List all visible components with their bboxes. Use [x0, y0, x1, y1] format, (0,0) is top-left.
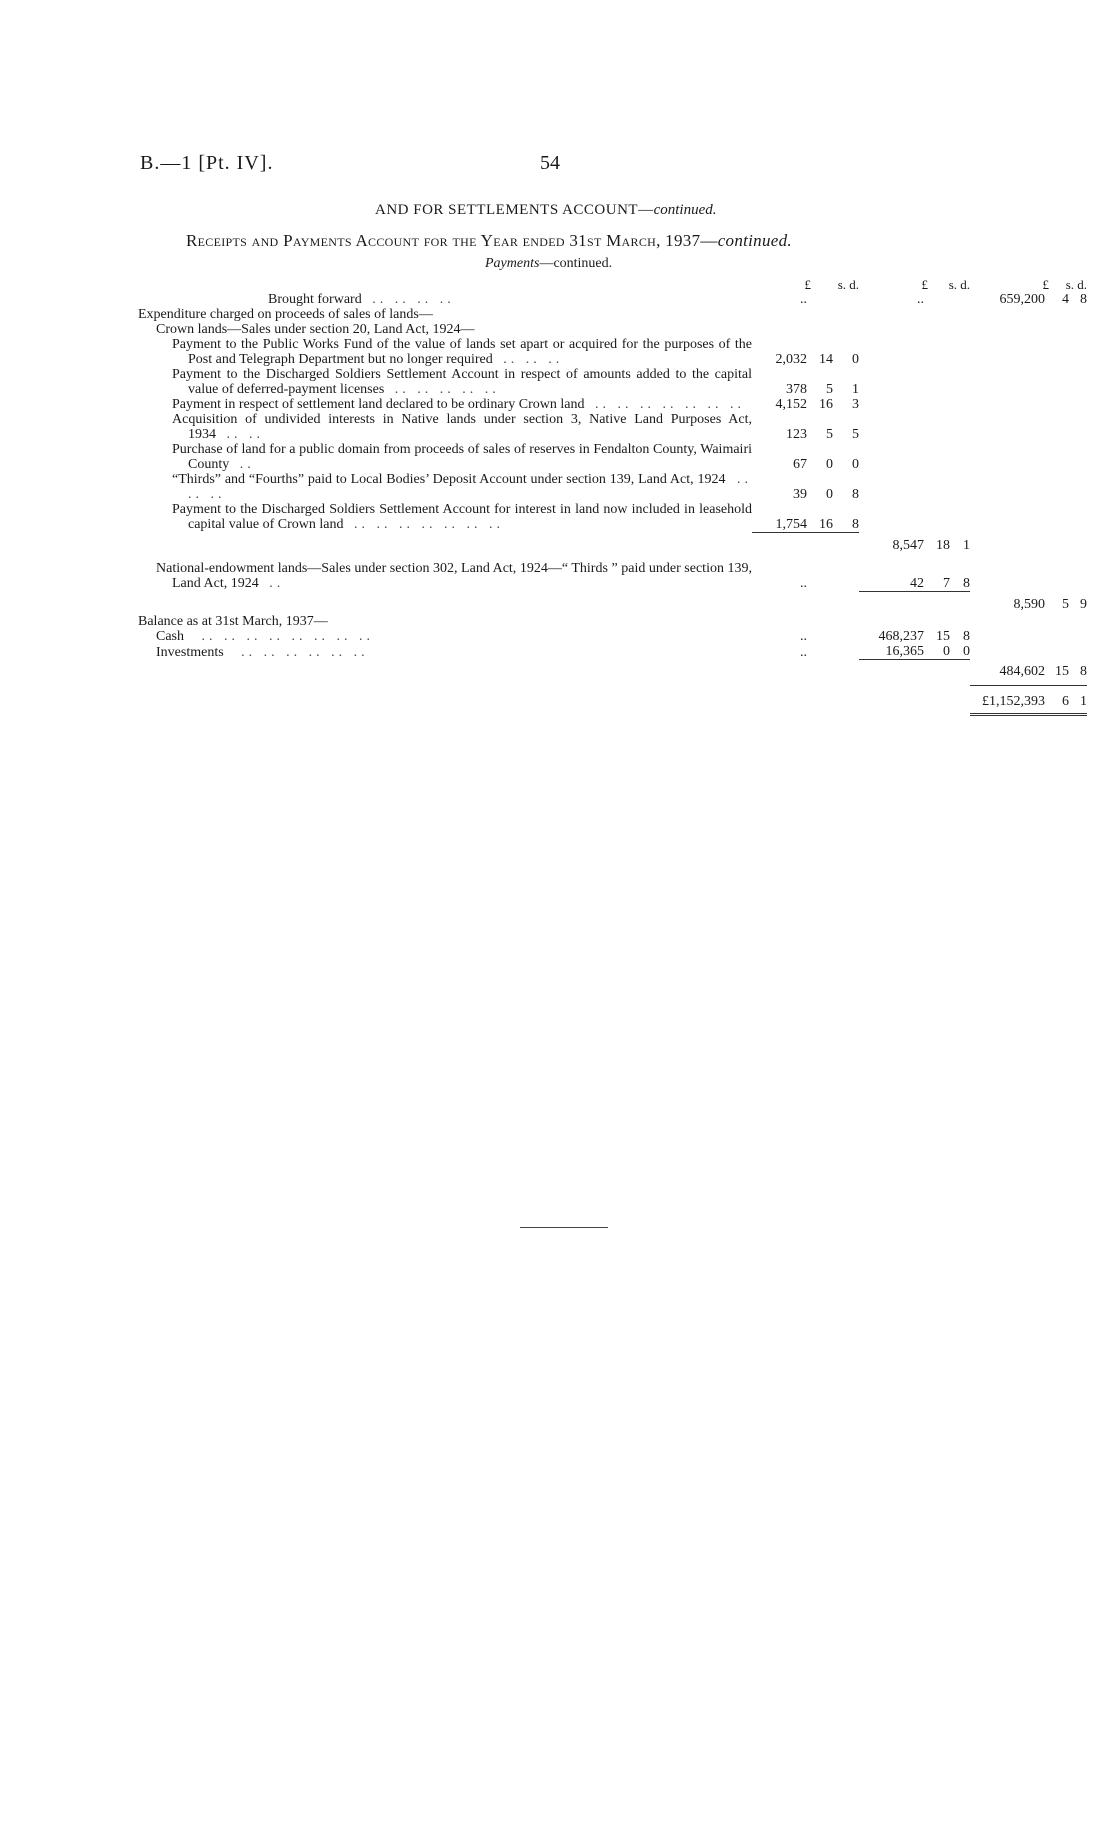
payment-item-row [138, 367, 1087, 397]
shillings-cell: 18 [936, 538, 950, 553]
pence-cell: 8 [963, 629, 970, 644]
shillings-cell: 5 [826, 382, 833, 397]
page-number: 54 [540, 152, 560, 174]
amount-cell: .. [800, 629, 807, 644]
shillings-cell: 0 [826, 487, 833, 502]
crown-lands-subtotal-row [138, 532, 1087, 553]
section-title-continued: continued. [653, 202, 717, 218]
amount-cell: 16,365 [885, 644, 924, 659]
grand-total-pence: 1 [1069, 685, 1087, 714]
pence-cell: 0 [852, 457, 859, 472]
leader-dots: .. .. .. .. .. .. .. [594, 397, 745, 412]
col3-pound-header: £ [1042, 277, 1049, 292]
balance-heading: Balance as at 31st March, 1937— [138, 614, 328, 629]
national-endowment-label: National-endowment lands—Sales under section 302, Land Act, 1924—“ Thirds ” paid under section 139, Land Act, 1924 [156, 561, 752, 591]
payment-item-row [138, 412, 1087, 442]
leader-dots: .. .. [226, 427, 264, 442]
leader-dots: .. [269, 576, 285, 591]
col1-pound-header: £ [804, 277, 811, 292]
payment-item-row [138, 397, 1087, 412]
column-header-row [138, 277, 1087, 292]
amount-cell: 1,754 [775, 516, 807, 532]
shillings-cell: 0 [943, 644, 950, 659]
grand-total-amount: £1,152,393 [970, 685, 1049, 714]
pence-cell: 8 [963, 575, 970, 591]
amount-cell: 42 [910, 575, 924, 591]
pence-cell: 0 [963, 644, 970, 659]
amount-cell: 484,602 [999, 663, 1045, 679]
pence-cell: 9 [1080, 597, 1087, 612]
item-label: Acquisition of undivided interests in Native lands under section 3, Native Land Purposes Act, 1934 [172, 412, 752, 442]
amount-cell: .. [800, 644, 807, 660]
account-title [186, 231, 792, 251]
payment-item-row [138, 442, 1087, 472]
pence-cell: 8 [852, 516, 859, 532]
payments-table [138, 277, 1087, 716]
amount-cell: .. [800, 576, 807, 591]
payment-item-row [138, 502, 1087, 532]
national-endowment-row [138, 553, 1087, 591]
account-title-main: Receipts and Payments Account for the Year ended 31st March, 1937— [186, 231, 718, 250]
cash-label: Cash [156, 629, 184, 644]
leader-dots: .. .. .. .. .. .. [241, 644, 369, 660]
payment-item-row [138, 337, 1087, 367]
amount-cell: 39 [793, 487, 807, 502]
footer-rule [520, 1227, 608, 1228]
shillings-cell: 7 [943, 575, 950, 591]
col1-sd-header: s. d. [837, 277, 859, 292]
leader-dots: .. [239, 457, 255, 472]
grand-total-row [138, 685, 1087, 714]
leader-dots: .. .. .. .. .. .. .. .. [201, 629, 374, 644]
amount-cell: .. [800, 292, 807, 307]
shillings-cell: 14 [819, 352, 833, 367]
investments-label: Investments [156, 644, 224, 660]
amount-cell: 2,032 [775, 352, 807, 367]
section-title [375, 202, 717, 219]
document-reference: B.—1 [Pt. IV]. [140, 152, 274, 174]
amount-cell: 4,152 [775, 397, 807, 412]
payment-item-row [138, 472, 1087, 502]
amount-cell: 67 [793, 457, 807, 472]
col2-pound-header: £ [921, 277, 928, 292]
leader-dots: .. .. .. [188, 472, 753, 502]
col2-sd-header: s. d. [948, 277, 970, 292]
leader-dots: .. .. .. [503, 352, 564, 367]
pence-cell: 0 [852, 352, 859, 367]
balance-heading-row [138, 612, 1087, 629]
expenditure-heading: Expenditure charged on proceeds of sales of lands— [138, 307, 433, 322]
item-label: Purchase of land for a public domain from proceeds of sales of reserves in Fendalton County, Waimairi County [172, 442, 752, 472]
amount-cell: 8,590 [1013, 597, 1045, 612]
shillings-cell: 5 [826, 427, 833, 442]
pence-cell: 8 [1080, 292, 1087, 307]
pence-cell: 1 [852, 382, 859, 397]
leader-dots: .. .. .. .. .. .. .. [354, 517, 505, 532]
pence-cell: 5 [852, 427, 859, 442]
col3-sd-header: s. d. [1065, 277, 1087, 292]
amount-cell: 123 [786, 427, 807, 442]
amount-cell: 468,237 [878, 629, 924, 644]
leader-dots: .. .. .. .. [372, 292, 455, 307]
shillings-cell: 0 [826, 457, 833, 472]
balance-subtotal-row [138, 660, 1087, 686]
shillings-cell: 16 [819, 397, 833, 412]
leader-dots: .. .. .. .. .. [394, 382, 500, 397]
amount-cell: 659,200 [999, 292, 1045, 307]
item-label: Payment to the Public Works Fund of the value of lands set apart or acquired for the purposes of the Post and Telegraph Department but no longer required [172, 337, 752, 367]
account-title-continued: continued. [717, 231, 792, 250]
shillings-cell: 4 [1062, 292, 1069, 307]
expenditure-heading-row [138, 307, 1087, 322]
section-title-main: AND FOR SETTLEMENTS ACCOUNT— [375, 202, 654, 218]
brought-forward-row [138, 292, 1087, 307]
shillings-cell: 16 [819, 516, 833, 532]
cash-row [138, 629, 1087, 644]
crown-lands-heading-row [138, 322, 1087, 337]
shillings-cell: 5 [1062, 597, 1069, 612]
investments-row [138, 644, 1087, 660]
pence-cell: 8 [852, 487, 859, 502]
pence-cell: 1 [963, 538, 970, 553]
item-label: Payment in respect of settlement land declared to be ordinary Crown land [172, 397, 585, 412]
shillings-cell: 15 [936, 629, 950, 644]
amount-cell: 378 [786, 382, 807, 397]
pence-cell: 8 [1080, 663, 1087, 679]
item-label: Payment to the Discharged Soldiers Settlement Account in respect of amounts added to the capital value of deferred-payment licenses [172, 367, 752, 397]
amount-cell: .. [917, 292, 924, 307]
item-label: “Thirds” and “Fourths” paid to Local Bodies’ Deposit Account under section 139, Land Act, 1924 [172, 472, 726, 487]
item-label: Payment to the Discharged Soldiers Settlement Account for interest in land now included in leasehold capital value of Crown land [172, 502, 752, 532]
brought-forward-label: Brought forward [268, 292, 362, 307]
crown-lands-heading: Crown lands—Sales under section 20, Land Act, 1924— [156, 322, 475, 337]
grand-total-shillings: 6 [1049, 685, 1069, 714]
pence-cell: 3 [852, 397, 859, 412]
payments-label: Payments [485, 256, 540, 271]
amount-cell: 8,547 [892, 538, 924, 553]
shillings-cell: 15 [1055, 663, 1069, 679]
payments-subtitle [485, 256, 612, 272]
expenditure-subtotal-row [138, 591, 1087, 612]
payments-continued: —continued. [539, 256, 613, 271]
